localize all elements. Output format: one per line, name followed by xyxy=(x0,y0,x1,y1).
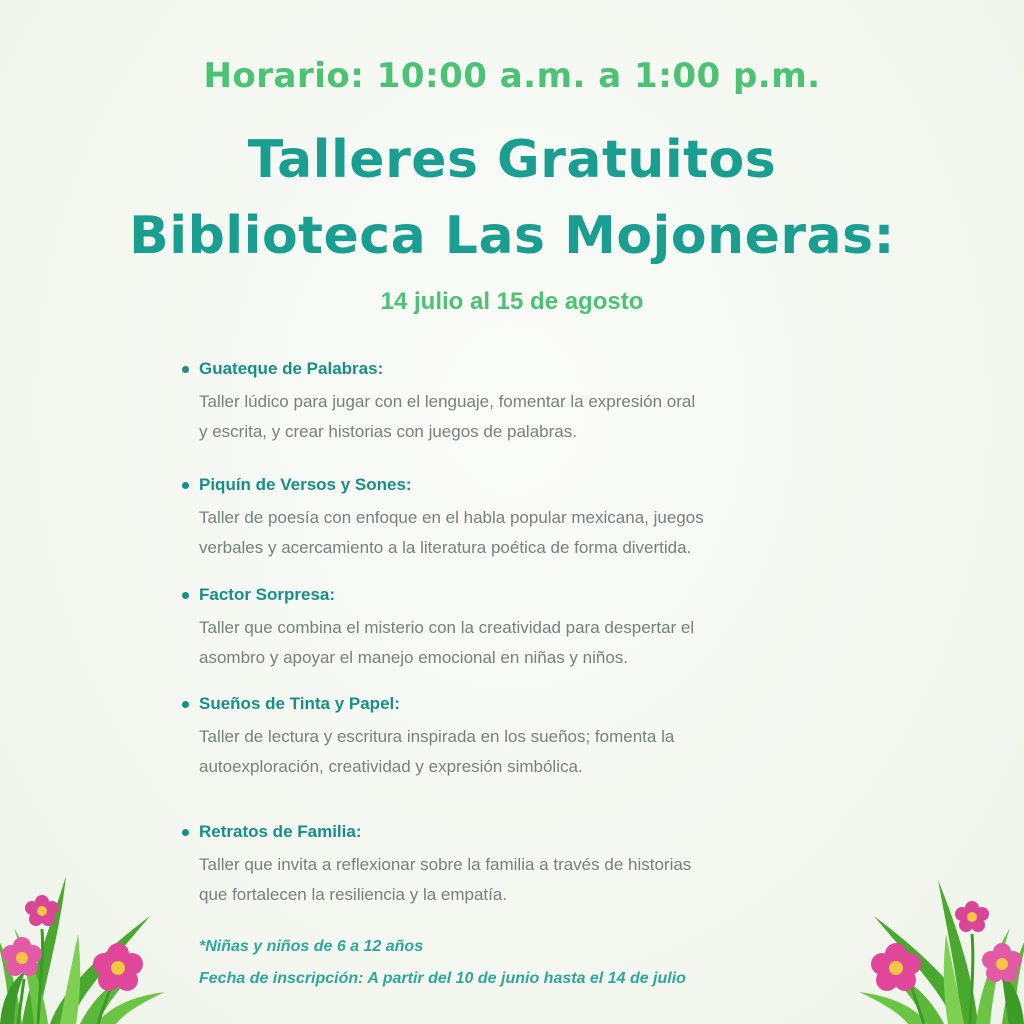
title-line-2: Biblioteca Las Mojoneras: xyxy=(129,206,895,266)
workshop-name-text: Guateque de Palabras: xyxy=(199,359,384,378)
bullet-icon xyxy=(182,592,189,599)
description-line: verbales y acercamiento a la literatura poética de forma divertida. xyxy=(199,538,692,557)
workshop-name-text: Retratos de Familia: xyxy=(199,822,362,841)
bullet-icon xyxy=(182,482,189,489)
workshop-name xyxy=(182,822,862,842)
workshop-item xyxy=(182,694,862,782)
workshop-description xyxy=(182,850,839,910)
workshop-name xyxy=(182,585,862,605)
description-line: asombro y apoyar el manejo emocional en niñas y niños. xyxy=(199,648,629,667)
description-line: Taller lúdico para jugar con el lenguaje, fomentar la expresión oral xyxy=(199,392,696,411)
date-range: 14 julio al 15 de agosto xyxy=(380,288,644,315)
workshop-name xyxy=(182,475,862,495)
description-line: Taller que combina el misterio con la creatividad para despertar el xyxy=(199,618,695,637)
bullet-icon xyxy=(182,366,189,373)
workshop-item xyxy=(182,475,862,563)
description-line: Taller de poesía con enfoque en el habla popular mexicana, juegos xyxy=(199,508,704,527)
description-line: que fortalecen la resiliencia y la empatía. xyxy=(199,885,508,904)
title-line-1: Talleres Gratuitos xyxy=(247,130,777,190)
workshop-description xyxy=(182,387,839,447)
grass-flowers-left-icon xyxy=(0,874,170,1024)
workshop-name xyxy=(182,359,862,379)
workshop-name xyxy=(182,694,862,714)
grass-flowers-right-icon xyxy=(854,874,1024,1024)
age-note: *Niñas y niños de 6 a 12 años xyxy=(199,938,424,955)
workshop-item xyxy=(182,359,862,447)
workshop-name-text: Sueños de Tinta y Papel: xyxy=(199,694,400,713)
description-line: Taller de lectura y escritura inspirada en los sueños; fomenta la xyxy=(199,727,675,746)
registration-note: Fecha de inscripción: A partir del 10 de junio hasta el 14 de julio xyxy=(199,970,686,987)
description-line: Taller que invita a reflexionar sobre la familia a través de historias xyxy=(199,855,692,874)
flower-icon xyxy=(25,895,59,926)
description-line: y escrita, y crear historias con juegos de palabras. xyxy=(199,422,577,441)
schedule-heading: Horario: 10:00 a.m. a 1:00 p.m. xyxy=(203,56,821,96)
workshop-description xyxy=(182,613,839,673)
workshop-item xyxy=(182,822,862,910)
bullet-icon xyxy=(182,701,189,708)
flower-icon xyxy=(955,901,989,932)
workshop-name-text: Factor Sorpresa: xyxy=(199,585,336,604)
workshop-description xyxy=(182,503,839,563)
workshop-description xyxy=(182,722,839,782)
workshop-item xyxy=(182,585,862,673)
bullet-icon xyxy=(182,829,189,836)
description-line: autoexploración, creatividad y expresión simbólica. xyxy=(199,757,583,776)
workshop-name-text: Piquín de Versos y Sones: xyxy=(199,475,412,494)
